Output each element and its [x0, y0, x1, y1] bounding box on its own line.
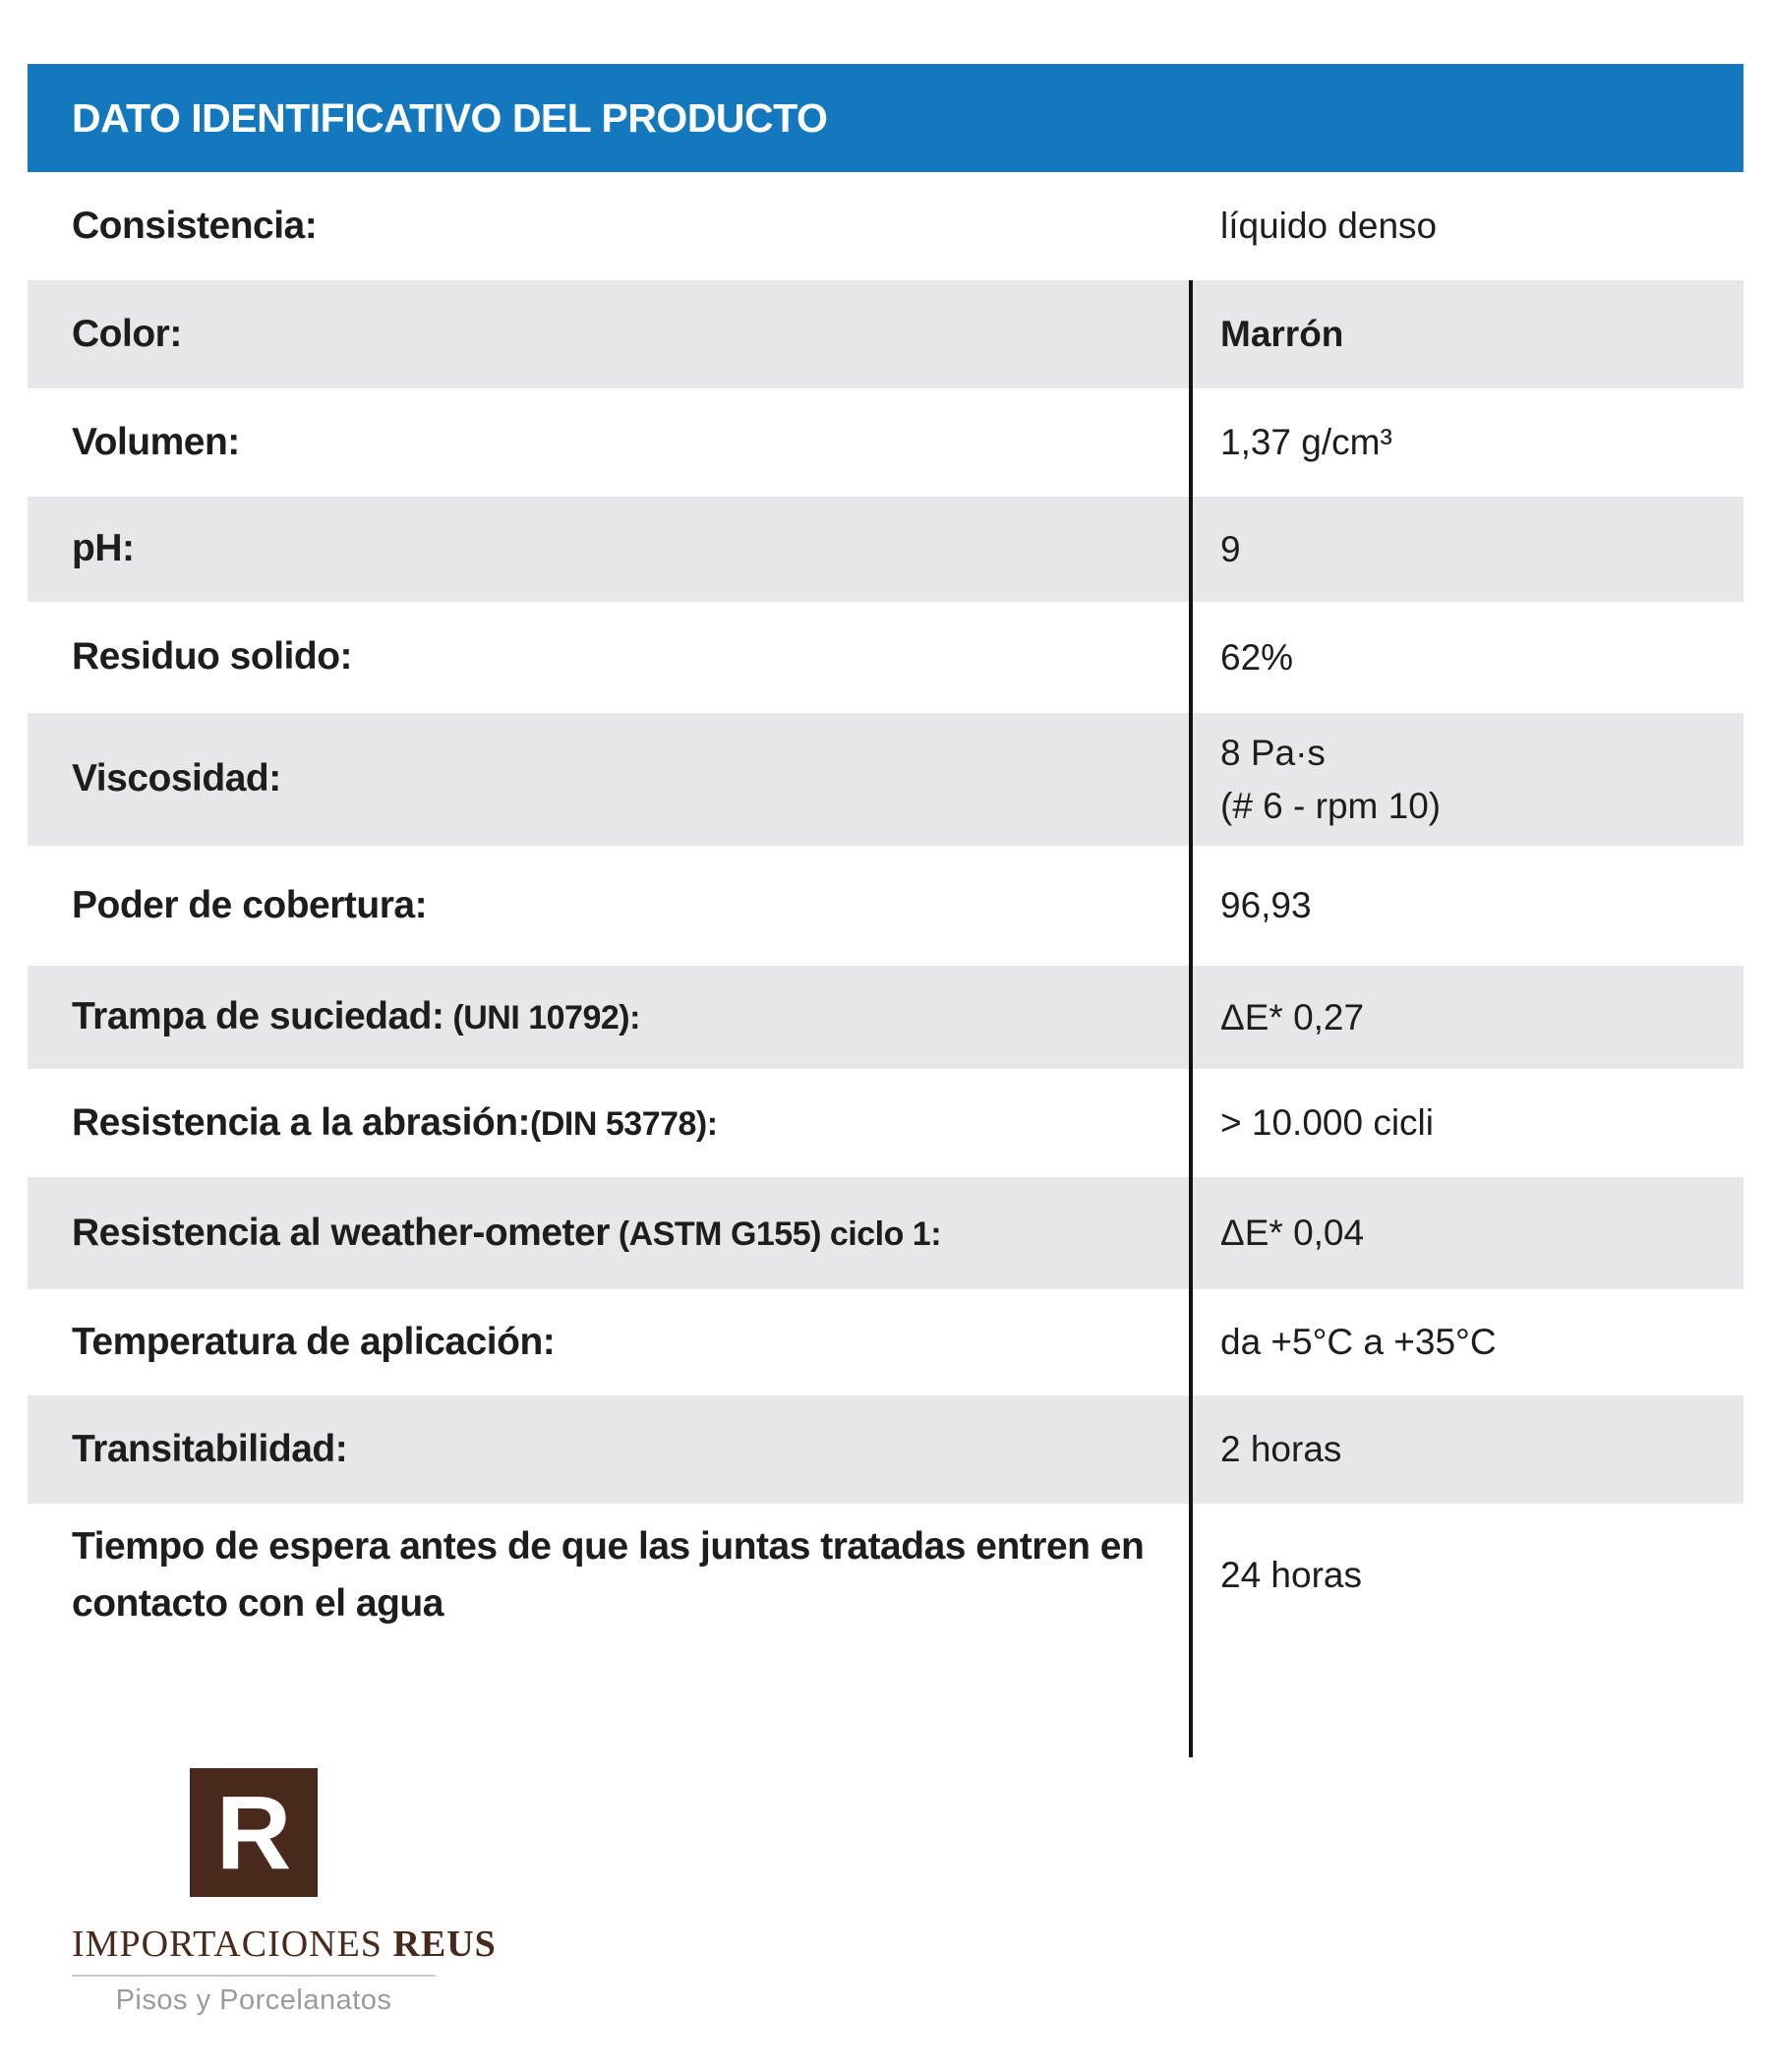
table-row — [28, 1069, 1743, 1177]
row-label-text: Temperatura de aplicación: — [72, 1320, 556, 1363]
row-value-text: ΔE* 0,27 — [1220, 996, 1365, 1037]
table-row — [28, 846, 1743, 966]
row-label-text: Consistencia: — [72, 204, 318, 247]
product-data-sheet — [28, 64, 1743, 1647]
table-row — [28, 1177, 1743, 1289]
row-label-text: Resistencia a la abrasión: — [72, 1100, 531, 1144]
row-value — [1189, 869, 1743, 942]
row-value-text: 1,37 g/cm³ — [1220, 422, 1392, 463]
row-value-text: ΔE* 0,04 — [1220, 1213, 1365, 1254]
table-row — [28, 1504, 1743, 1647]
logo-name-bold: REUS — [392, 1924, 497, 1965]
row-value-text: > 10.000 cicli — [1220, 1102, 1434, 1144]
page-title: DATO IDENTIFICATIVO DEL PRODUCTO — [72, 94, 828, 141]
table-row — [28, 966, 1743, 1069]
row-value-text: 96,93 — [1220, 885, 1312, 926]
table-row — [28, 1395, 1743, 1504]
logo-monogram-square — [190, 1768, 318, 1897]
row-label-detail: (UNI 10792): — [443, 999, 640, 1037]
row-label — [28, 1195, 1189, 1273]
logo-name-regular: IMPORTACIONES — [72, 1924, 383, 1965]
row-value — [1189, 717, 1743, 842]
row-value-text: 62% — [1220, 636, 1294, 678]
row-value-text: Marrón — [1220, 314, 1344, 355]
row-label-text: Color: — [72, 312, 182, 355]
row-label-text: Transitabilidad: — [72, 1427, 348, 1470]
row-value — [1189, 981, 1743, 1054]
table-row — [28, 172, 1743, 280]
row-label-text: Viscosidad: — [72, 757, 281, 800]
logo-r-icon: R — [215, 1774, 292, 1891]
row-value-text: da +5°C a +35°C — [1220, 1322, 1497, 1363]
logo-divider-line — [72, 1975, 436, 1977]
row-value — [1189, 1413, 1743, 1486]
row-value — [1189, 1306, 1743, 1379]
row-label-text: Resistencia al weather-ometer — [72, 1211, 610, 1254]
row-value — [1189, 190, 1743, 263]
row-label — [28, 740, 1189, 818]
row-label — [28, 867, 1189, 945]
row-value — [1189, 1087, 1743, 1159]
column-divider — [1189, 280, 1193, 1757]
table-row — [28, 713, 1743, 846]
row-value-text: 24 horas — [1220, 1555, 1362, 1596]
row-label-text: Poder de cobertura: — [72, 883, 428, 926]
row-value-text: 8 Pa·s — [1220, 732, 1326, 773]
row-label — [28, 188, 1189, 266]
row-value — [1189, 622, 1743, 694]
spec-table — [28, 172, 1743, 1647]
row-label — [28, 1509, 1189, 1643]
row-label-text: Tiempo de espera antes de que las juntas tratadas entren en contacto con el agua — [72, 1524, 1145, 1625]
row-value-text: 2 horas — [1220, 1429, 1342, 1470]
logo-tagline: Pisos y Porcelanatos — [115, 1984, 392, 2016]
table-row — [28, 602, 1743, 713]
row-value — [1189, 1197, 1743, 1270]
row-label — [28, 1085, 1189, 1162]
row-label — [28, 296, 1189, 374]
row-label — [28, 510, 1189, 588]
row-value-text: líquido denso — [1220, 206, 1438, 247]
row-label-text: Trampa de suciedad: — [72, 995, 444, 1038]
table-row — [28, 1289, 1743, 1395]
logo-company-name — [72, 1923, 497, 1966]
row-value — [1189, 513, 1743, 586]
table-row — [28, 280, 1743, 388]
row-label-detail: (ASTM G155) ciclo 1: — [609, 1214, 942, 1253]
row-label — [28, 619, 1189, 696]
row-label-detail: (DIN 53778): — [530, 1104, 718, 1143]
row-label-text: Residuo solido: — [72, 635, 352, 679]
row-label — [28, 404, 1189, 482]
row-label-text: Volumen: — [72, 420, 240, 463]
table-row — [28, 497, 1743, 602]
row-value-text-line2: (# 6 - rpm 10) — [1220, 785, 1442, 826]
company-logo — [72, 1768, 497, 2017]
row-value-text: 9 — [1220, 528, 1241, 569]
header-bar — [28, 64, 1743, 172]
row-label — [28, 1304, 1189, 1382]
row-value — [1189, 1539, 1743, 1612]
row-value — [1189, 298, 1743, 371]
row-label — [28, 978, 1189, 1056]
row-label — [28, 1411, 1189, 1489]
row-value — [1189, 406, 1743, 479]
table-row — [28, 388, 1743, 497]
row-label-text: pH: — [72, 527, 135, 570]
